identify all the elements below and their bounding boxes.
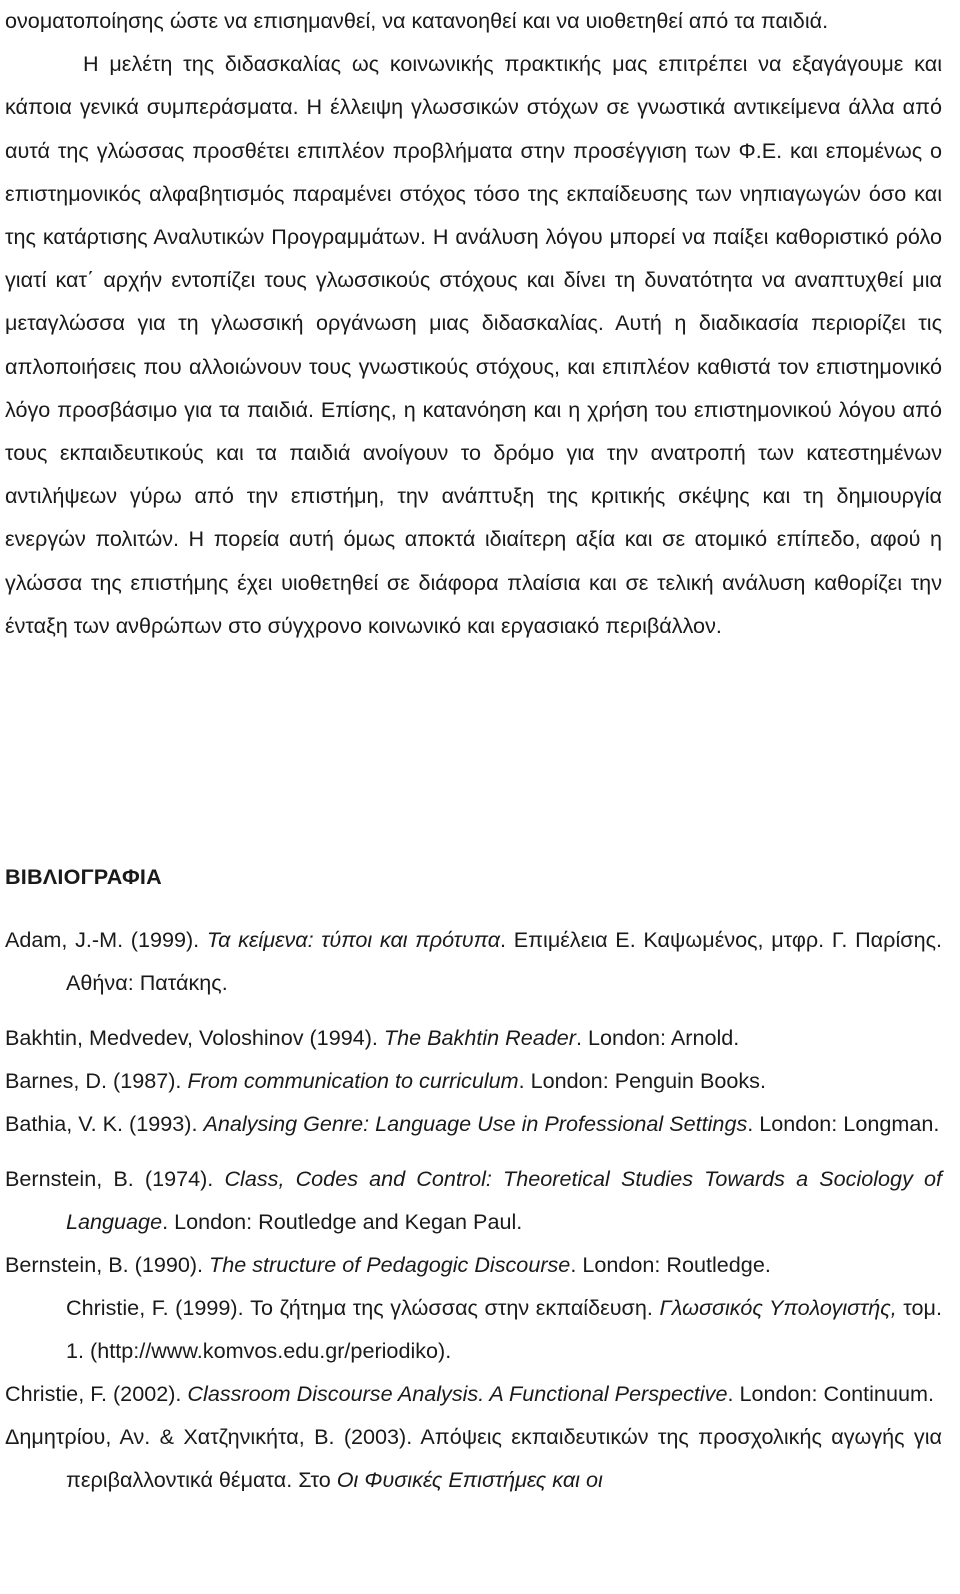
reference-item: Barnes, D. (1987). From communication to curriculum. London: Penguin Books.	[5, 1068, 766, 1093]
reference-item: Christie, F. (2002). Classroom Discourse Analysis. A Functional Perspective. London: Continuum.	[5, 1381, 934, 1406]
paragraph-continuation: ονοματοποίησης ώστε να επισημανθεί, να κατανοηθεί και να υιοθετηθεί από τα παιδιά.	[5, 8, 829, 33]
bibliography-heading: ΒΙΒΛΙΟΓΡΑΦΙΑ	[5, 864, 162, 889]
reference-item: Christie, F. (1999). Το ζήτημα της γλώσσας στην εκπαίδευση. Γλωσσικός Υπολογιστής, τομ. 1. (http://www.komvos.edu.gr/periodiko).	[66, 1295, 942, 1363]
paragraph-conclusions-text: Η μελέτη της διδασκαλίας ως κοινωνικής πρακτικής μας επιτρέπει να εξαγάγουμε και κάποια γενικά συμπεράσματα. Η έλλειψη γλωσσικών στόχων σε γνωστικά αντικείμενα άλλα από αυτά της γλώσσας προσθέτει επιπλέον προβλήματα στην προσέγγιση των Φ.Ε. και επομένως ο επιστημονικός αλφαβητισμός παραμένει στόχος τόσο της εκπαίδευσης των νηπιαγωγών όσο και της κατάρτισης Αναλυτικών Προγραμμάτων. Η ανάλυση λόγου μπορεί να παίξει καθοριστικό ρόλο γιατί κατ΄ αρχήν εντοπίζει τους γλωσσικούς στόχους και δίνει τη δυνατότητα να αναπτυχθεί μια μεταγλώσσα για τη γλωσσική οργάνωση μιας διδασκαλίας. Αυτή η διαδικασία περιορίζει τις απλοποιήσεις που αλλοιώνουν τους γνωστικούς στόχους, και επιπλέον καθιστά τον επιστημονικό λόγο προσβάσιμο για τα παιδιά. Επίσης, η κατανόηση και η χρήση του επιστημονικού λόγου από τους εκπαιδευτικούς και τα παιδιά ανοίγουν το δρόμο για την ανατροπή των κατεστημένων αντιλήψεων γύρω από την επιστήμη, την ανάπτυξη της κριτικής σκέψης και τη δημιουργία ενεργών πολιτών. Η πορεία αυτή όμως αποκτά ιδιαίτερη αξία και σε ατομικό επίπεδο, αφού η γλώσσα της επιστήμης έχει υιοθετηθεί σε διάφορα πλαίσια και σε τελική ανάλυση καθορίζει την ένταξη των ανθρώπων στο σύγχρονο κοινωνικό και εργασιακό περιβάλλον.	[5, 51, 942, 638]
reference-item: Bathia, V. K. (1993). Analysing Genre: Language Use in Professional Settings. London: Longman.	[5, 1111, 940, 1136]
paragraph-conclusions	[5, 42, 942, 647]
bibliography-list	[5, 918, 942, 1501]
reference-item: Bernstein, B. (1974). Class, Codes and Control: Theoretical Studies Towards a Sociology of Language. London: Routledge and Kegan Paul.	[5, 1166, 943, 1234]
reference-item: Adam, J.-M. (1999). Τα κείμενα: τύποι και πρότυπα. Επιμέλεια Ε. Καψωμένος, μτφρ. Γ. Παρίσης. Αθήνα: Πατάκης.	[5, 927, 942, 995]
reference-item: Bakhtin, Medvedev, Voloshinov (1994). The Bakhtin Reader. London: Arnold.	[5, 1025, 740, 1050]
document-page	[5, 0, 942, 647]
reference-item: Δημητρίου, Αν. & Χατζηνικήτα, Β. (2003). Απόψεις εκπαιδευτικών της προσχολικής αγωγής για περιβαλλοντικά θέματα. Στο Οι Φυσικές Επιστήμες και οι	[5, 1424, 942, 1492]
reference-item: Bernstein, B. (1990). The structure of Pedagogic Discourse. London: Routledge.	[5, 1252, 771, 1277]
